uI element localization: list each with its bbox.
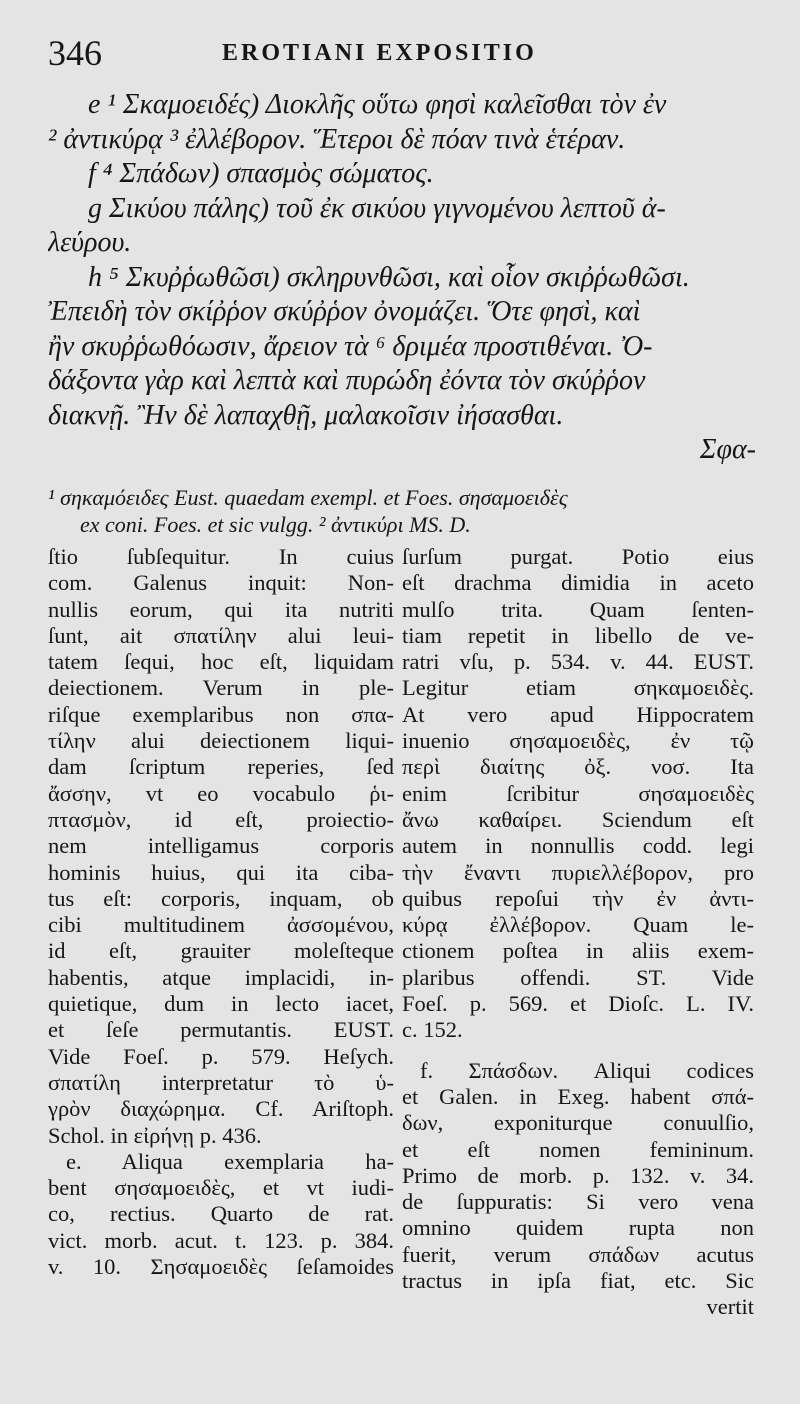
entry-line: λεύρου.: [48, 227, 132, 258]
text-line: fuerit, verum σπάδων acutus: [402, 1241, 754, 1267]
entry-line: e ¹ Σκαμοειδές) Διοκλῆς οὕτω φησὶ καλεῖσθαι τὸν ἐν: [88, 89, 667, 120]
text-line: et eſt nomen femininum.: [402, 1136, 754, 1162]
text-line: autem in nonnullis codd. legi: [402, 833, 754, 859]
text-line: περὶ διαίτης ὀξ. νοσ. Ita: [402, 754, 754, 780]
text-line: v. 10. Σησαμοειδὲς ſeſamoides: [48, 1254, 394, 1280]
page-number: 346: [48, 33, 102, 73]
text-line: nem intelligamus corporis: [48, 833, 394, 859]
text-line: quibus repoſui τὴν ἐν ἀντι-: [402, 885, 754, 911]
text-line: f. Σπάσδων. Aliqui codices: [420, 1057, 754, 1083]
text-line: ſurſum purgat. Potio eius: [402, 544, 754, 569]
text-line: deiectionem. Verum in ple-: [48, 675, 394, 701]
text-line: ratri vſu, p. 534. v. 44. EUST.: [402, 649, 754, 675]
commentary-right-column: [402, 544, 754, 1321]
entry-line: ² ἀντικύρᾳ ³ ἐλλέβορον. Ἕτεροι δὲ πόαν τινὰ ἑτέραν.: [48, 123, 626, 155]
text-line: ſtio ſubſequitur. In cuius: [48, 544, 394, 569]
text-line: Schol. in εἰρήνῃ p. 436.: [48, 1122, 262, 1148]
text-line: πτασμὸν, id eſt, proiectio-: [48, 806, 394, 832]
text-line: ἄνω καθαίρει. Sciendum eſt: [402, 806, 754, 832]
text-line: tiam repetit in libello de ve-: [402, 622, 754, 648]
text-line: At vero apud Hippocratem: [402, 701, 754, 727]
text-line: com. Galenus inquit: Non-: [48, 570, 394, 596]
text-line: bent σησαμοειδὲς, et vt iudi-: [48, 1175, 394, 1201]
commentary-left-column: [48, 544, 394, 1280]
text-line: ἄσσην, vt eo vocabulo ῥι-: [48, 780, 394, 806]
entry-line: Σφα-: [699, 434, 756, 465]
text-line: tractus in ipſa fiat, etc. Sic: [402, 1268, 754, 1294]
entry-line: h ⁵ Σκυῤῥωθῶσι) σκληρυνθῶσι, καὶ οἷον σκιῤῥωθῶσι.: [88, 261, 690, 293]
text-line: co, rectius. Quarto de rat.: [48, 1201, 394, 1227]
text-line: inuenio σησαμοειδὲς, ἐν τῷ: [402, 728, 754, 754]
entry-line: διακνῇ. Ἢν δὲ λαπαχθῇ, μαλακοῖσιν ἰήσασθαι.: [48, 399, 564, 431]
entry-line: ἢν σκυῤῥωθόωσιν, ἄρειον τὰ ⁶ δριμέα προστιθέναι. Ὀ-: [48, 330, 653, 362]
text-line: plaribus offendi. ST. Vide: [402, 964, 754, 990]
text-line: riſque exemplaribus non σπα-: [48, 701, 394, 727]
text-line: tus eſt: corporis, inquam, ob: [48, 885, 394, 911]
text-line: ctionem poſtea in aliis exem-: [402, 938, 754, 964]
text-line: κύρᾳ ἐλλέβορον. Quam le-: [402, 912, 754, 938]
text-line: e. Aliqua exemplaria ha-: [66, 1148, 394, 1174]
glossary-entries: [48, 88, 760, 468]
text-line: τίλην alui deiectionem liqui-: [48, 728, 394, 754]
entry-line: g Σικύου πάλης) τοῦ ἐκ σικύου γιγνομένου λεπτοῦ ἀ-: [88, 192, 666, 224]
text-line: id eſt, grauiter moleſteque: [48, 938, 394, 964]
text-line: τὴν ἔναντι πυριελλέβορον, pro: [402, 859, 754, 885]
entry-line: δάξοντα γὰρ καὶ λεπτὰ καὶ πυρώδη ἐόντα τὸν σκύῤῥον: [48, 365, 646, 396]
text-line: Foeſ. p. 569. et Dioſc. L. IV.: [402, 991, 754, 1017]
text-line: Legitur etiam σηκαμοειδὲς.: [402, 675, 754, 701]
running-title: EROTIANI EXPOSITIO: [222, 40, 537, 66]
entry-line: Ἐπειδὴ τὸν σκίῤῥον σκύῤῥον ὀνομάζει. Ὅτε φησὶ, καὶ: [48, 296, 641, 327]
text-line: cibi multitudinem ἀσσομένου,: [48, 912, 394, 938]
text-line: σπατίλη interpretatur τὸ ὑ-: [48, 1069, 394, 1095]
text-line: hominis huius, qui ita ciba-: [48, 859, 394, 885]
text-line: δων, exponiturque conuulſio,: [402, 1110, 754, 1136]
text-line: Primo de morb. p. 132. v. 34.: [402, 1162, 754, 1188]
text-line: de ſuppuratis: Si vero vena: [402, 1189, 754, 1215]
text-line: Vide Foeſ. p. 579. Heſych.: [48, 1043, 394, 1069]
entry-line: f ⁴ Σπάδων) σπασμὸς σώματος.: [88, 158, 434, 189]
text-line: et ſeſe permutantis. EUST.: [48, 1017, 394, 1043]
text-line: c. 152.: [402, 1017, 463, 1043]
text-line: eſt drachma dimidia in aceto: [402, 570, 754, 596]
footnote-line: ¹ σηκαμόειδες Eust. quaedam exempl. et Foes. σησαμοειδὲς: [48, 485, 568, 510]
text-line: vertit: [706, 1294, 754, 1320]
text-line: et Galen. in Exeg. habent σπά-: [402, 1083, 754, 1109]
text-line: habentis, atque implacidi, in-: [48, 964, 394, 990]
text-line: quietique, dum in lecto iacet,: [48, 991, 394, 1017]
footnote-line: ex coni. Foes. et sic vulgg. ² ἀντικύρι MS. D.: [80, 512, 471, 537]
text-line: enim ſcribitur σησαμοειδὲς: [402, 780, 754, 806]
text-line: γρὸν διαχώρημα. Cf. Ariſtoph.: [48, 1096, 394, 1122]
page-header: [48, 32, 768, 72]
text-line: dam ſcriptum reperies, ſed: [48, 754, 394, 780]
text-line: vict. morb. acut. t. 123. p. 384.: [48, 1227, 394, 1253]
text-line: nullis eorum, qui ita nutriti: [48, 596, 394, 622]
footnotes: [48, 484, 760, 538]
text-line: mulſo trita. Quam ſenten-: [402, 596, 754, 622]
text-line: ſunt, ait σπατίλην alui leui-: [48, 622, 394, 648]
text-line: tatem ſequi, hoc eſt, liquidam: [48, 649, 394, 675]
text-line: omnino quidem rupta non: [402, 1215, 754, 1241]
